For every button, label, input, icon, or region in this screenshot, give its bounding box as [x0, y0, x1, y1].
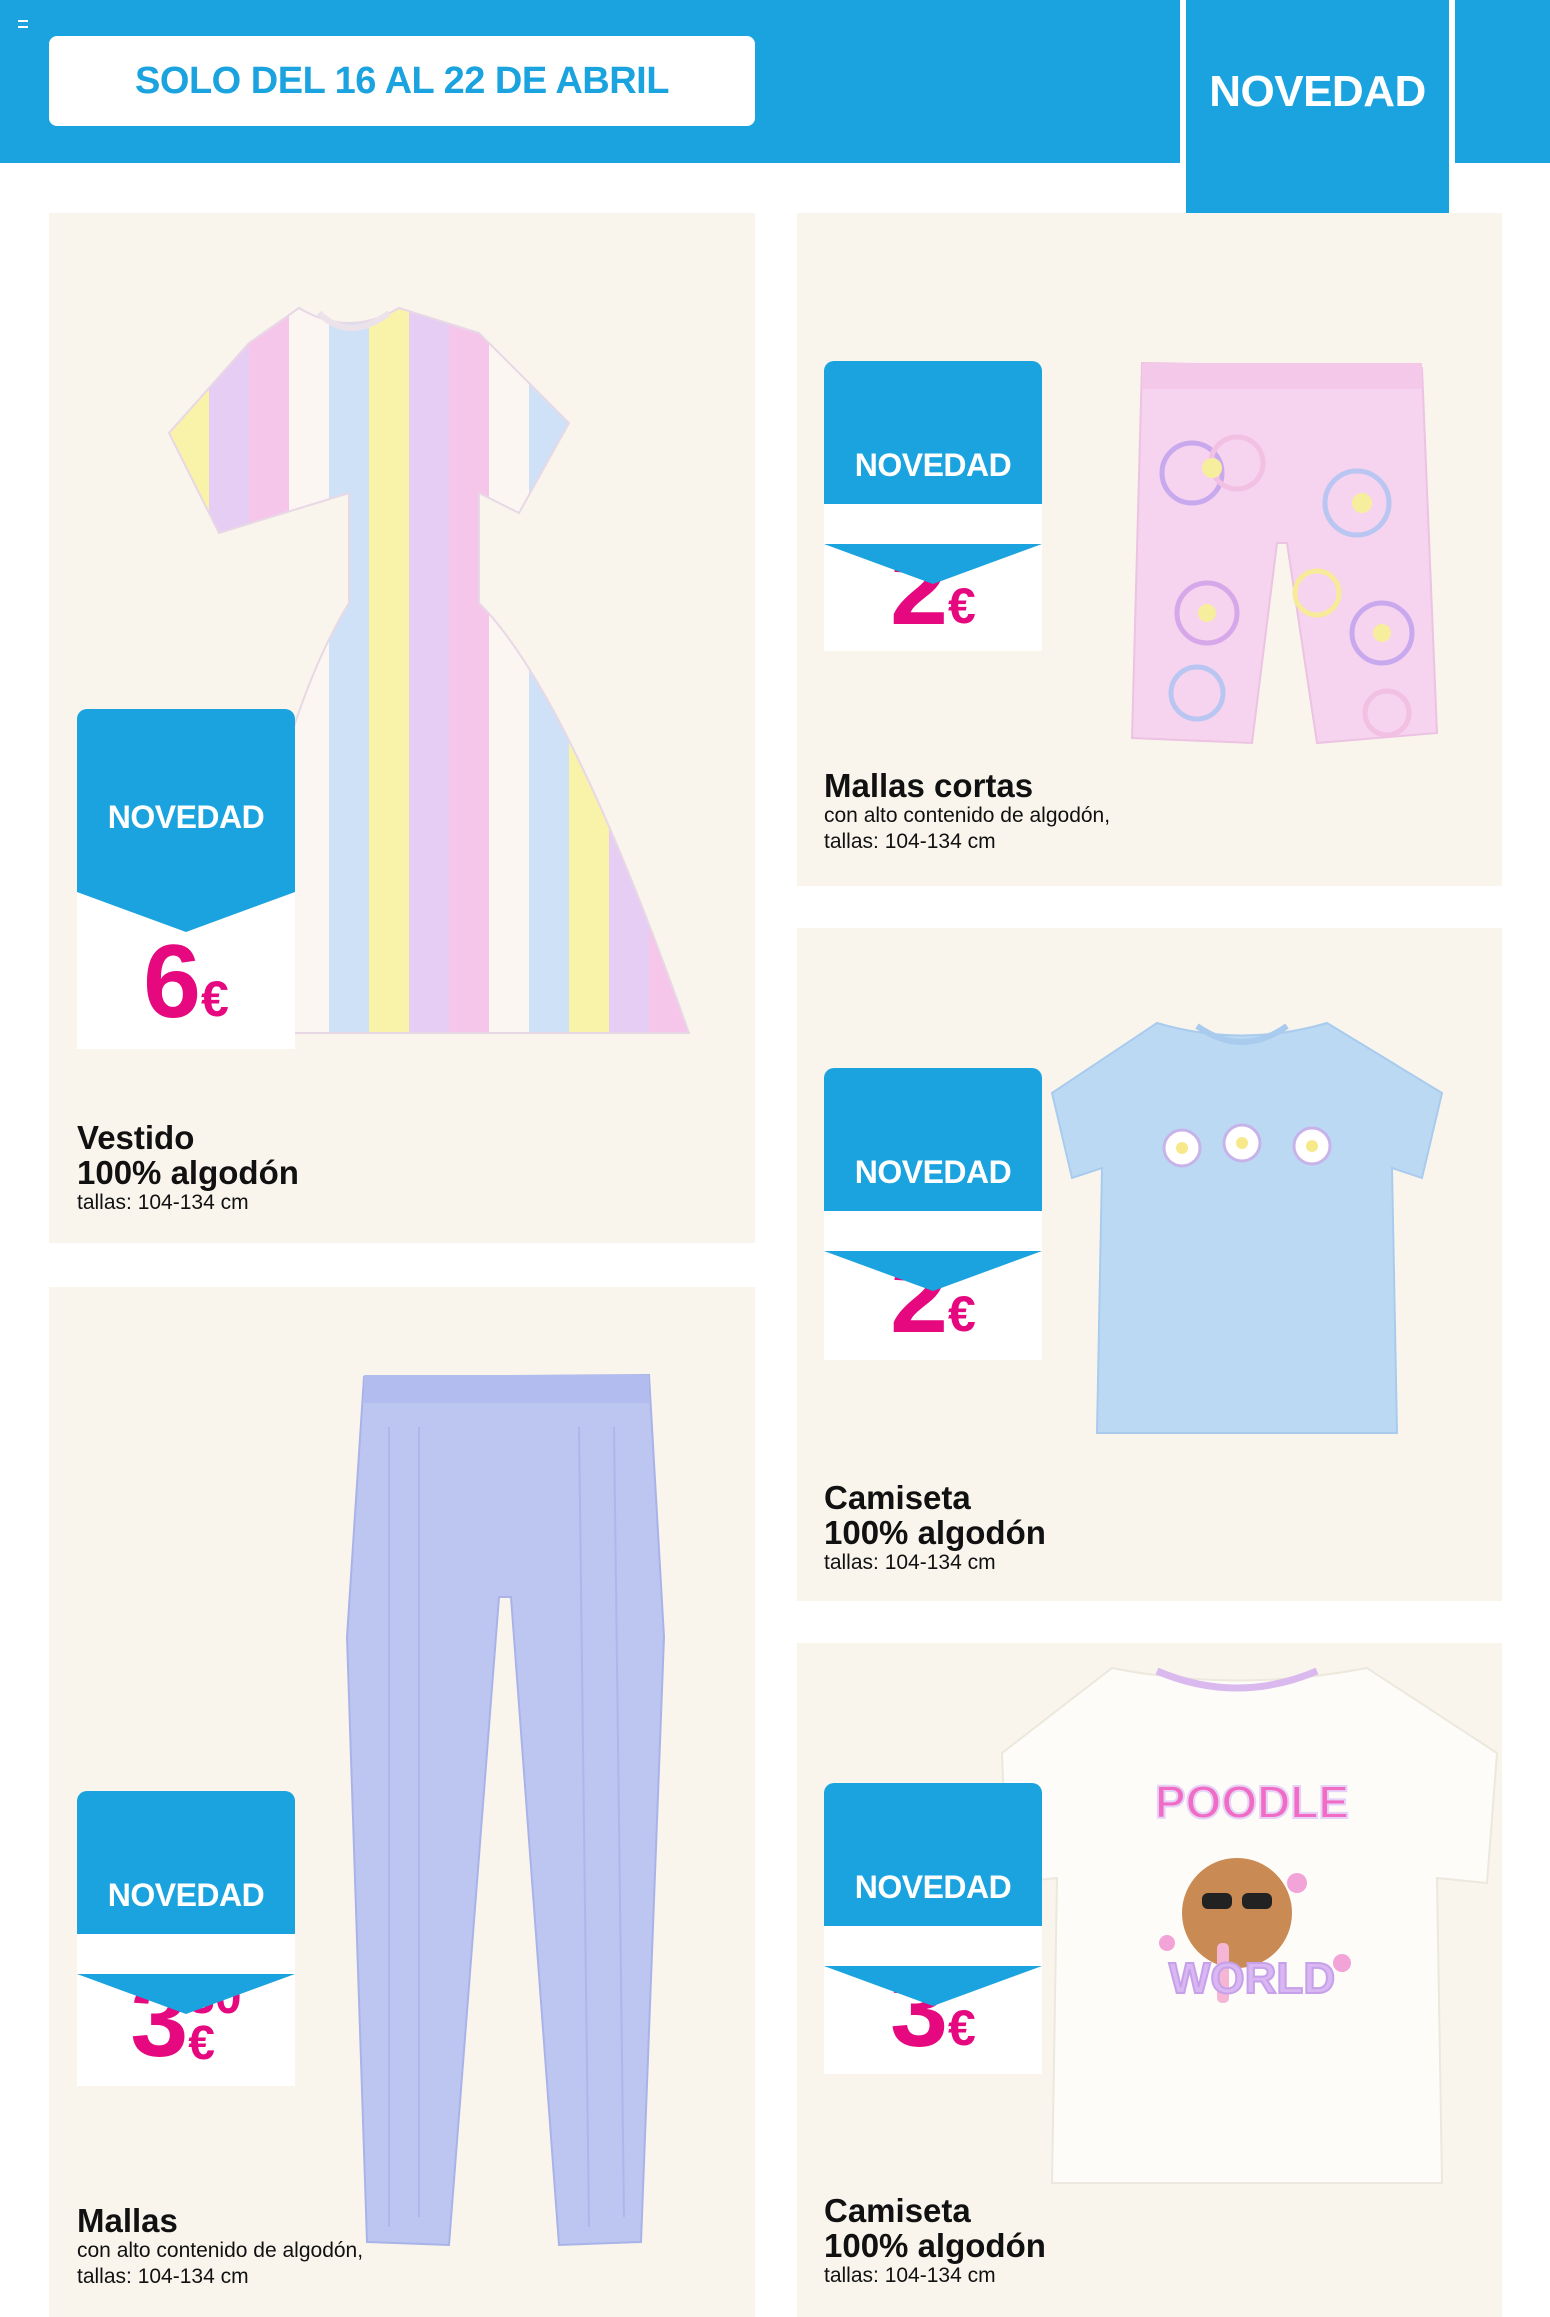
product-name-line: Mallas cortas [824, 767, 1034, 804]
price-currency: € [201, 970, 229, 1027]
product-card-camiseta-poodle[interactable] [797, 1643, 1502, 2317]
product-desc-line: tallas: 104-134 cm [77, 2265, 249, 2288]
product-desc-line: tallas: 104-134 cm [824, 2264, 996, 2287]
product-desc-line: con alto contenido de algodón, [77, 2239, 364, 2262]
price-int: 2 [890, 530, 947, 647]
product-desc-line: tallas: 104-134 cm [824, 830, 996, 853]
price-badge [824, 1068, 1042, 1360]
product-text [824, 1480, 1046, 1576]
badge-label: NOVEDAD [854, 447, 1012, 483]
product-name-line: Camiseta [824, 1479, 971, 1516]
price-badge [77, 709, 295, 1049]
badge-label: NOVEDAD [107, 799, 265, 835]
product-card-camiseta-azul[interactable] [797, 928, 1502, 1601]
price-int: 6 [143, 923, 200, 1040]
product-desc-line: tallas: 104-134 cm [824, 1551, 996, 1574]
product-card-mallas[interactable] [49, 1287, 755, 2317]
product-name-line: Vestido [77, 1119, 195, 1156]
product-text [77, 2203, 363, 2290]
price-badge [824, 1783, 1042, 2074]
product-text [824, 768, 1110, 855]
product-desc-line: tallas: 104-134 cm [77, 1191, 249, 1214]
tshirt-print-line2: WORLD [1168, 1954, 1336, 2003]
badge-label: NOVEDAD [107, 1877, 265, 1913]
price-currency: € [948, 1285, 976, 1342]
price-currency: € [188, 2017, 215, 2070]
product-text [824, 2193, 1046, 2289]
novedad-tab-label: NOVEDAD [1209, 67, 1426, 116]
price [143, 923, 229, 1040]
product-name-line: 100% algodón [824, 2227, 1046, 2264]
product-name-line: 100% algodón [824, 1514, 1046, 1551]
price-int: 3 [130, 1963, 187, 2079]
menu-icon [18, 20, 28, 28]
price-int: 3 [890, 1953, 947, 2069]
product-card-mallas-cortas[interactable] [797, 213, 1502, 886]
product-text [77, 1120, 299, 1216]
badge-label: NOVEDAD [854, 1154, 1012, 1190]
date-text: SOLO DEL 16 AL 22 DE ABRIL [135, 59, 669, 102]
badge-label: NOVEDAD [854, 1869, 1012, 1905]
price-badge [824, 361, 1042, 651]
product-name-line: Camiseta [824, 2192, 971, 2229]
price-currency: € [948, 577, 976, 634]
product-card-vestido[interactable] [49, 213, 755, 1243]
tshirt-print-line1: POODLE [1154, 1776, 1350, 1828]
price-int: 2 [890, 1238, 947, 1355]
product-desc-line: con alto contenido de algodón, [824, 804, 1111, 827]
product-name-line: Mallas [77, 2202, 178, 2239]
product-name-line: 100% algodón [77, 1154, 299, 1191]
date-banner [49, 36, 755, 126]
price-currency: € [948, 2000, 976, 2056]
price-badge [77, 1791, 295, 2086]
